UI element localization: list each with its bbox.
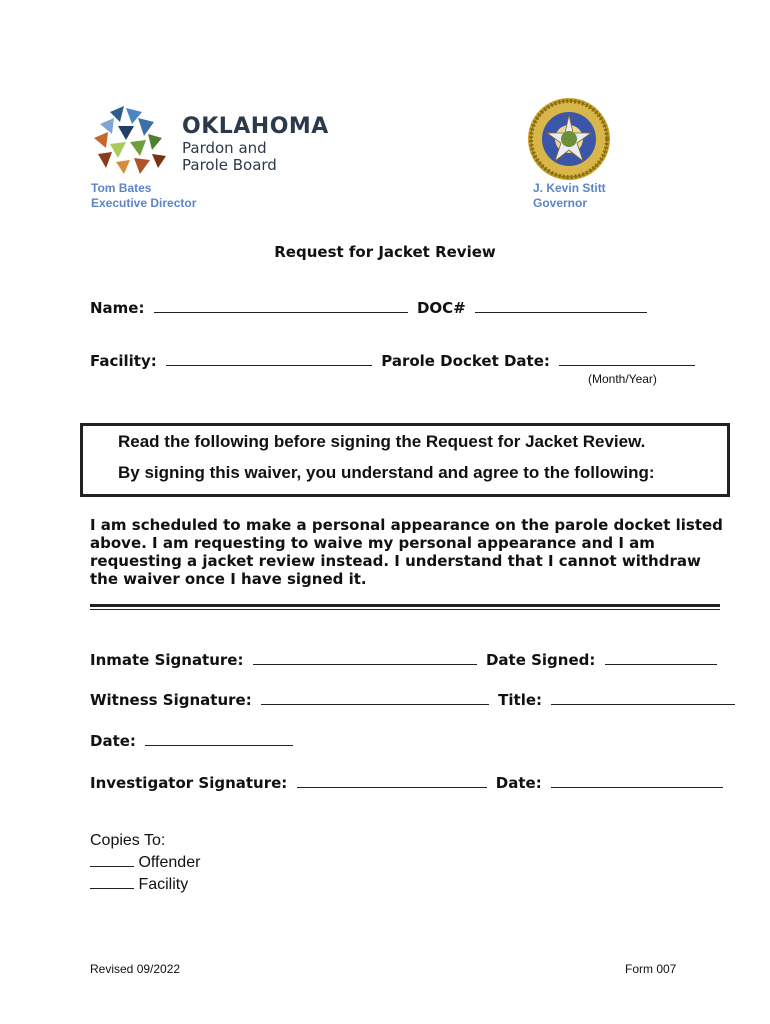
docket-date-hint: (Month/Year) [588,372,657,386]
executive-director-block [91,181,196,211]
name-field[interactable] [154,298,408,313]
title-field[interactable] [551,690,735,705]
investigator-signature-row [90,773,727,792]
docket-date-field[interactable] [559,351,695,366]
inmate-signature-field[interactable] [253,650,477,665]
notice-line-1: Read the following before signing the Request for Jacket Review. [118,432,646,451]
date-field[interactable] [145,731,293,746]
investigator-signature-label: Investigator Signature: [90,774,288,792]
date-signed-label: Date Signed: [485,651,596,669]
notice-line-2: By signing this waiver, you understand and agree to the following: [118,463,655,482]
offender-copy-check-field[interactable] [90,852,134,867]
investigator-signature-field[interactable] [297,773,487,788]
name-doc-row [90,298,651,317]
doc-number-field[interactable] [475,298,647,313]
governor-block [533,181,606,211]
docket-date-label: Parole Docket Date: [381,352,550,370]
copies-item-label: Offender [138,854,201,871]
facility-docket-row [90,351,699,370]
investigator-date-label: Date: [495,774,542,792]
title-label: Title: [498,691,543,709]
witness-signature-row [90,690,739,709]
facility-field[interactable] [166,351,372,366]
divider-thin [90,609,720,610]
facility-label: Facility: [90,352,157,370]
org-name-block [182,114,329,174]
org-name: OKLAHOMA [182,114,329,139]
divider-thick [90,604,720,607]
executive-director-name: Tom Bates [91,181,152,195]
executive-director-title: Executive Director [91,196,197,210]
inmate-signature-label: Inmate Signature: [90,651,244,669]
witness-signature-field[interactable] [261,690,489,705]
date-row [90,731,297,750]
form-number: Form 007 [625,962,677,976]
facility-copy-check-field[interactable] [90,874,134,889]
copies-item-label: Facility [138,876,189,893]
org-subtitle-2: Parole Board [182,156,277,174]
state-seal-icon [527,97,611,181]
copies-to-heading: Copies To: [90,832,166,849]
doc-label: DOC# [416,299,466,317]
inmate-signature-row [90,650,721,669]
org-subtitle-1: Pardon and [182,139,267,157]
form-title: Request for Jacket Review [274,243,496,261]
witness-signature-label: Witness Signature: [90,691,252,709]
copies-to-block [90,830,200,896]
governor-name: J. Kevin Stitt [533,181,606,195]
date-signed-field[interactable] [605,650,717,665]
copies-item-facility [90,874,200,896]
investigator-date-field[interactable] [551,773,723,788]
revision-date: Revised 09/2022 [90,962,181,976]
waiver-statement: I am scheduled to make a personal appearance on the parole docket listed above. I am requesting to waive my personal appearance and I am requesting a jacket review instead. I understand that I cannot withdraw the waiver once I have signed it. [90,516,723,588]
governor-title: Governor [533,196,588,210]
name-label: Name: [90,299,145,317]
copies-item-offender [90,852,200,874]
date-label: Date: [90,732,136,750]
